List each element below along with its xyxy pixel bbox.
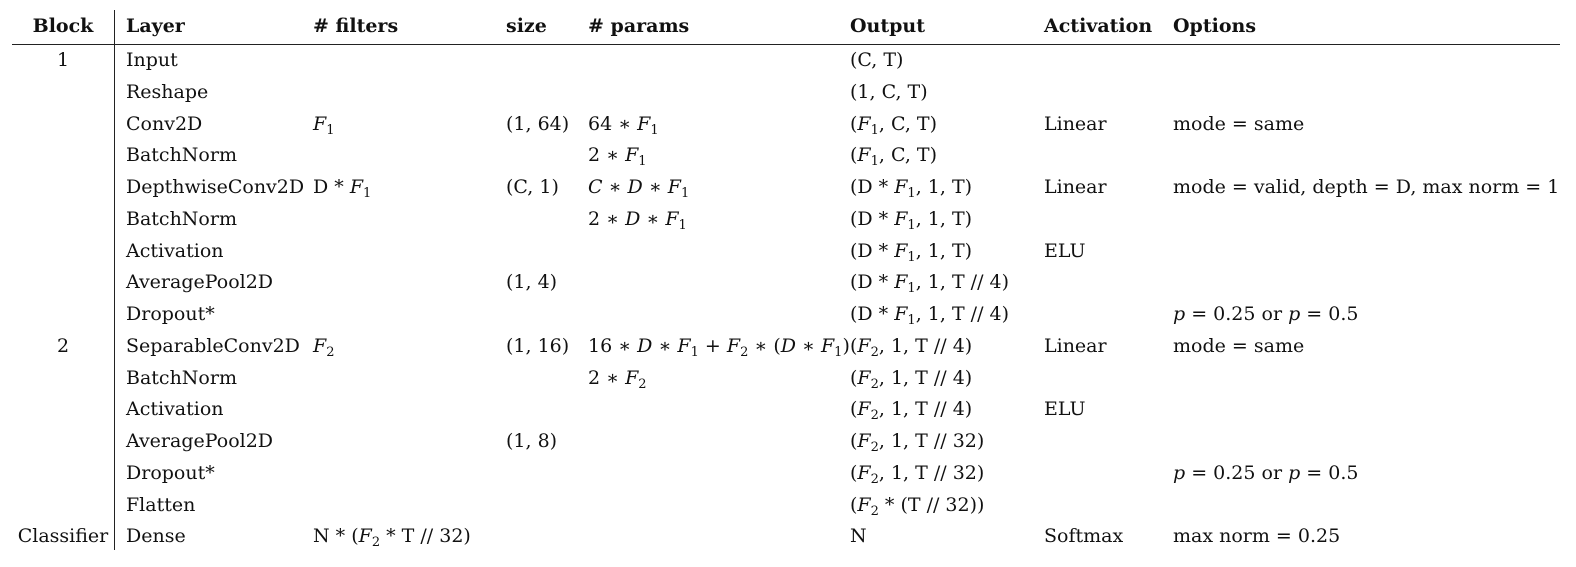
cell-params: 2 ∗ D ∗ $F_1$	[588, 207, 687, 233]
cell-output: ($F_2$, 1, T // 4)	[850, 334, 973, 360]
cell-filters: D * $F_1$	[313, 176, 372, 201]
header-block: Block	[32, 15, 94, 37]
cell-layer: AveragePool2D	[126, 271, 274, 294]
cell-layer: Input	[126, 49, 178, 71]
cell-options: max norm = 0.25	[1173, 525, 1341, 548]
cell-layer: DepthwiseConv2D	[126, 176, 305, 198]
cell-output: ($D * F_1$, 1, T)	[850, 207, 973, 233]
header-options: Options	[1173, 15, 1257, 37]
cell-params: 64 ∗ $F_1$	[588, 112, 659, 138]
cell-options: mode = same	[1173, 112, 1305, 135]
cell-output: $(F_2 * (T // 32))$	[850, 493, 985, 519]
cell-options: mode = valid, depth = D, max norm = 1	[1173, 176, 1560, 198]
cell-output: ($D * F_1$, 1, T)	[850, 176, 973, 201]
block-separator-line	[114, 10, 115, 550]
cell-options: p = 0.25 or p = 0.5	[1173, 303, 1359, 325]
cell-activation: ELU	[1044, 398, 1086, 421]
cell-output: ($F_1$, C, T)	[850, 144, 937, 170]
cell-params: C ∗ D ∗ $F_1$	[588, 176, 690, 201]
cell-options: p = 0.25 or p = 0.5	[1173, 461, 1359, 484]
cell-layer: Conv2D	[126, 112, 203, 135]
cell-output: ($F_2$, 1, T // 4)	[850, 398, 973, 424]
cell-output: (C, T)	[850, 49, 904, 71]
cell-output: N	[850, 525, 867, 548]
cell-layer: AveragePool2D	[126, 430, 274, 452]
cell-activation: ELU	[1044, 239, 1086, 262]
cell-options: mode = same	[1173, 334, 1305, 357]
header-output: Output	[850, 15, 926, 37]
cell-layer: Dropout*	[126, 461, 215, 484]
cell-output: ($D * F_1$, 1, T // 4)	[850, 303, 1010, 328]
cell-layer: BatchNorm	[126, 207, 237, 230]
cell-output: ($D * F_1$, 1, T)	[850, 239, 973, 265]
table-header	[12, 8, 1560, 45]
cell-params: 2 ∗ $F_1$	[588, 144, 647, 170]
cell-activation: Linear	[1044, 176, 1107, 198]
cell-output: ($F_2$, 1, T // 4)	[850, 366, 973, 392]
cell-layer: Dropout*	[126, 303, 215, 325]
cell-activation: Linear	[1044, 334, 1107, 357]
cell-layer: Dense	[126, 525, 186, 548]
cell-output: ($F_2$, 1, T // 32)	[850, 461, 985, 487]
cell-layer: Flatten	[126, 493, 196, 516]
architecture-table	[12, 8, 1560, 558]
cell-layer: BatchNorm	[126, 144, 237, 167]
cell-params: 16 ∗ D ∗ $F_1 + F_2$ ∗ (D ∗ $F_1$)	[588, 334, 850, 360]
cell-block: 1	[56, 49, 70, 71]
cell-params: 2 ∗ $F_2$	[588, 366, 647, 392]
cell-size: (1, 16)	[506, 334, 570, 357]
cell-layer: Reshape	[126, 80, 209, 103]
cell-size: (1, 64)	[506, 112, 570, 135]
cell-output: ($F_1$, C, T)	[850, 112, 937, 138]
header-filters: # filters	[313, 15, 399, 37]
cell-output: ($F_2$, 1, T // 32)	[850, 430, 985, 455]
cell-size: (1, 8)	[506, 430, 558, 452]
cell-layer: SeparableConv2D	[126, 334, 300, 357]
cell-output: (1, C, T)	[850, 80, 928, 103]
cell-layer: BatchNorm	[126, 366, 237, 389]
cell-filters: $F_2$	[313, 334, 335, 360]
cell-size: (C, 1)	[506, 176, 559, 198]
header-params: # params	[588, 15, 690, 37]
header-layer: Layer	[126, 15, 185, 37]
cell-block: 2	[56, 334, 70, 357]
header-activation: Activation	[1044, 15, 1153, 37]
cell-output: ($D * F_1$, 1, T // 4)	[850, 271, 1010, 297]
cell-activation: Softmax	[1044, 525, 1124, 548]
cell-filters: $F_1$	[313, 112, 335, 138]
header-size: size	[506, 15, 547, 37]
cell-layer: Activation	[126, 398, 224, 421]
cell-size: (1, 4)	[506, 271, 558, 294]
cell-filters: N * ($F_2$ * T // 32)	[313, 525, 471, 551]
cell-layer: Activation	[126, 239, 224, 262]
cell-activation: Linear	[1044, 112, 1107, 135]
cell-block: Classifier	[17, 525, 109, 548]
